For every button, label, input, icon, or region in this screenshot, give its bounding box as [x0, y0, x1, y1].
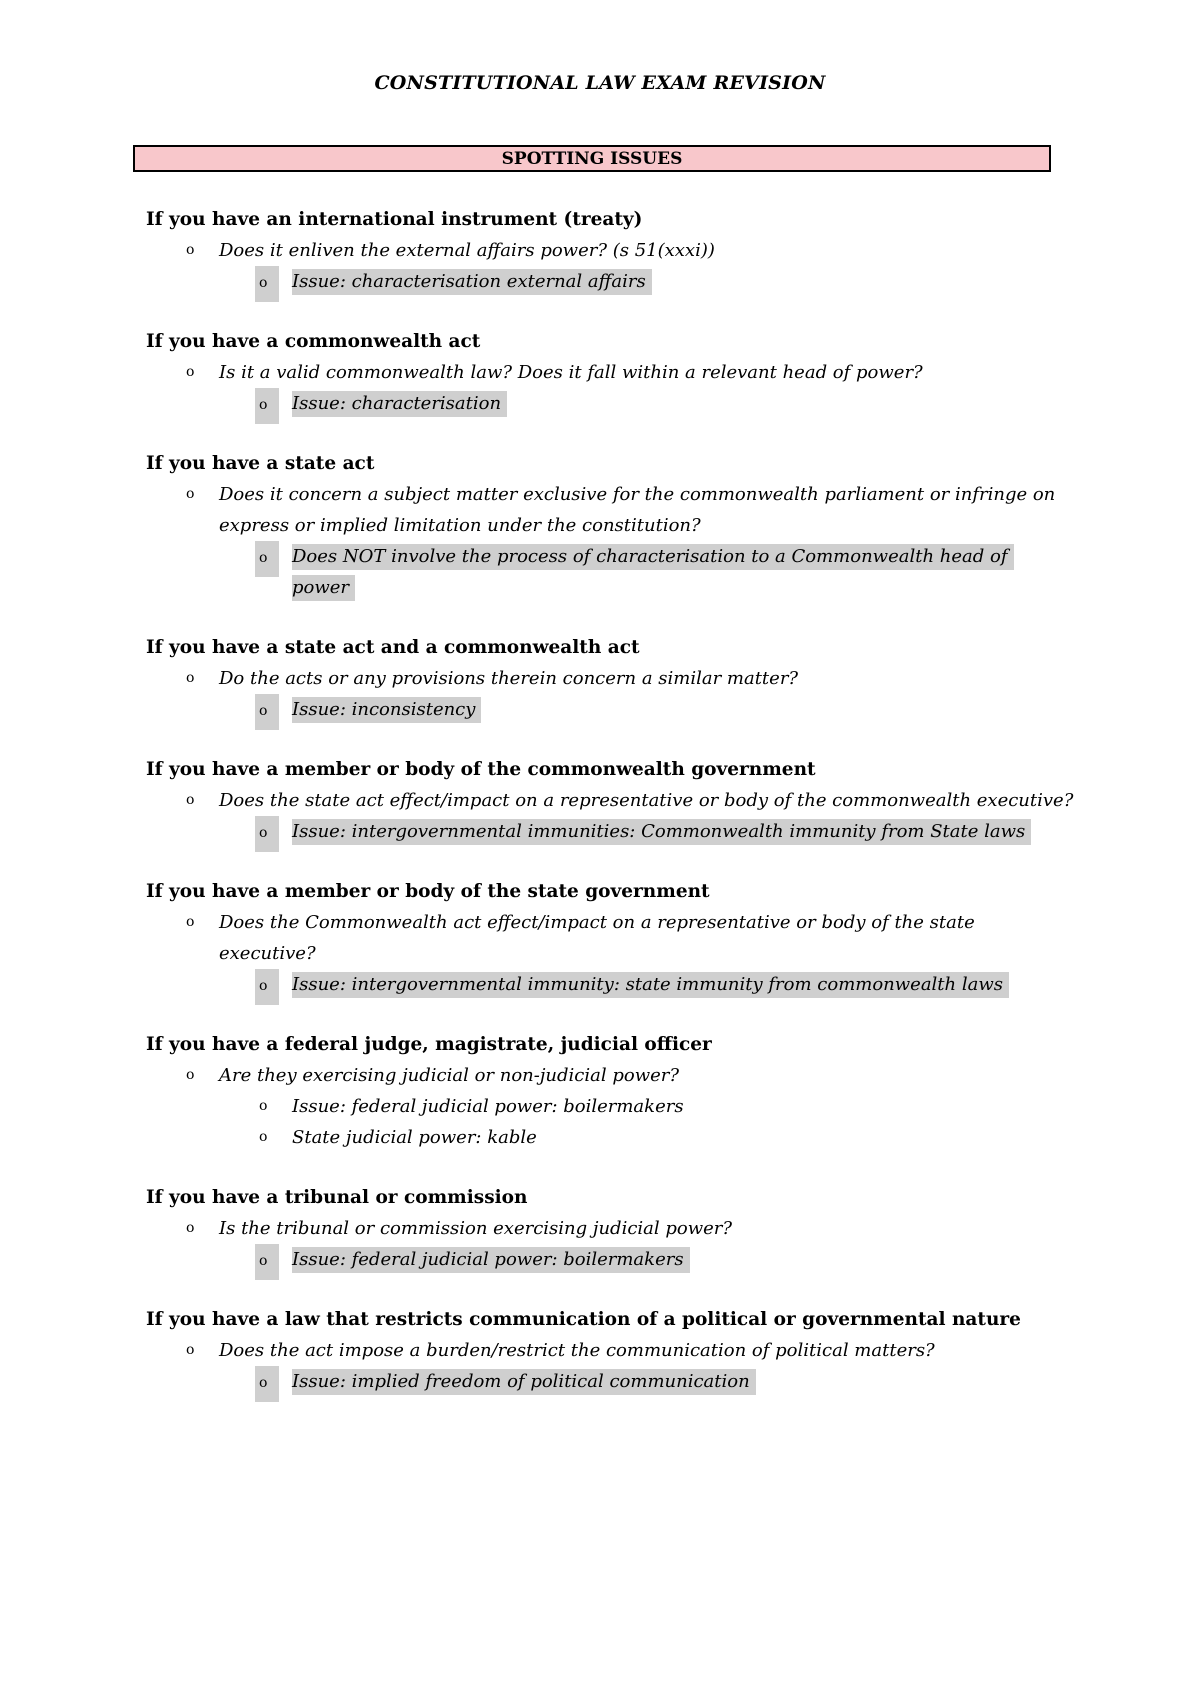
question-item: [146, 1213, 1076, 1244]
bullet-icon: o: [259, 1129, 268, 1145]
bullet-icon: o: [186, 242, 195, 258]
question-item: [146, 357, 1076, 388]
issue-section: [146, 1029, 1076, 1153]
highlighted-issue-text: Issue: implied freedom of political communication: [292, 1369, 756, 1395]
question-text: Is it a valid commonwealth law? Does it fall within a relevant head of power?: [219, 362, 923, 383]
question-item: [146, 235, 1076, 266]
question-item: [146, 785, 1076, 816]
question-text: Does the Commonwealth act effect/impact on a representative or body of the state executive?: [219, 912, 975, 964]
bullet-icon: o: [255, 816, 279, 852]
bullet-icon: o: [186, 486, 195, 502]
highlighted-issue-text: Issue: characterisation: [292, 391, 507, 417]
question-text: Is the tribunal or commission exercising judicial power?: [219, 1218, 733, 1239]
issue-section: [146, 204, 1076, 297]
section-heading: If you have a tribunal or commission: [146, 1187, 528, 1208]
bullet-icon: o: [186, 914, 195, 930]
section-heading: If you have a state act and a commonwealth act: [146, 637, 640, 658]
issue-item: [146, 388, 1076, 419]
issue-item: [146, 694, 1076, 725]
section-heading: If you have a member or body of the commonwealth government: [146, 759, 816, 780]
highlighted-issue-text: Does NOT involve the process of characterisation to a Commonwealth head of power: [292, 544, 1014, 601]
question-text: Does it enliven the external affairs power? (s 51(xxxi)): [219, 240, 715, 261]
section-heading: If you have a law that restricts communication of a political or governmental nature: [146, 1309, 1021, 1330]
bullet-icon: o: [186, 670, 195, 686]
question-item: [146, 1335, 1076, 1366]
question-item: [146, 663, 1076, 694]
bullet-icon: o: [255, 694, 279, 730]
bullet-icon: o: [255, 388, 279, 424]
issue-text: Issue: federal judicial power: boilermakers: [292, 1096, 684, 1117]
document-title: CONSTITUTIONAL LAW EXAM REVISION: [374, 72, 826, 94]
issue-section: [146, 632, 1076, 725]
bullet-icon: o: [186, 364, 195, 380]
bullet-icon: o: [255, 1366, 279, 1402]
highlighted-issue-text: Issue: federal judicial power: boilermakers: [292, 1247, 690, 1273]
bullet-icon: o: [255, 266, 279, 302]
question-text: Does it concern a subject matter exclusive for the commonwealth parliament or infringe on express or implied limitation under the constitution?: [219, 484, 1056, 536]
bullet-icon: o: [186, 1220, 195, 1236]
issue-text: State judicial power: kable: [292, 1127, 537, 1148]
section-heading: If you have a federal judge, magistrate, judicial officer: [146, 1034, 712, 1055]
section-heading: If you have an international instrument (treaty): [146, 209, 643, 230]
highlighted-issue-text: Issue: characterisation external affairs: [292, 269, 652, 295]
bullet-icon: o: [255, 541, 279, 577]
section-heading: If you have a state act: [146, 453, 375, 474]
bullet-icon: o: [186, 1342, 195, 1358]
question-item: [146, 1060, 1076, 1091]
question-item: [146, 907, 1076, 969]
issue-list: [146, 204, 1076, 1426]
highlighted-issue-text: Issue: intergovernmental immunity: state immunity from commonwealth laws: [292, 972, 1009, 998]
section-heading: If you have a member or body of the state government: [146, 881, 710, 902]
issue-item: [146, 816, 1076, 847]
question-item: [146, 479, 1076, 541]
issue-section: [146, 1304, 1076, 1397]
issue-section: [146, 448, 1076, 603]
highlighted-issue-text: Issue: intergovernmental immunities: Commonwealth immunity from State laws: [292, 819, 1031, 845]
issue-section: [146, 754, 1076, 847]
issue-item: [146, 1366, 1076, 1397]
bullet-icon: o: [255, 1244, 279, 1280]
question-text: Does the state act effect/impact on a representative or body of the commonwealth executive?: [219, 790, 1074, 811]
issue-section: [146, 1182, 1076, 1275]
issue-item: [146, 969, 1076, 1000]
bullet-icon: o: [259, 1098, 268, 1114]
question-text: Do the acts or any provisions therein concern a similar matter?: [219, 668, 799, 689]
bullet-icon: o: [186, 1067, 195, 1083]
highlighted-issue-text: Issue: inconsistency: [292, 697, 481, 723]
issue-item: [146, 541, 1076, 603]
issue-item: [146, 266, 1076, 297]
bullet-icon: o: [186, 792, 195, 808]
issue-section: [146, 876, 1076, 1000]
question-text: Are they exercising judicial or non-judicial power?: [219, 1065, 680, 1086]
issue-item: [146, 1122, 1076, 1153]
question-text: Does the act impose a burden/restrict the communication of political matters?: [219, 1340, 935, 1361]
bullet-icon: o: [255, 969, 279, 1005]
spotting-issues-banner: SPOTTING ISSUES: [133, 145, 1051, 172]
section-heading: If you have a commonwealth act: [146, 331, 481, 352]
issue-item: [146, 1091, 1076, 1122]
issue-section: [146, 326, 1076, 419]
issue-item: [146, 1244, 1076, 1275]
